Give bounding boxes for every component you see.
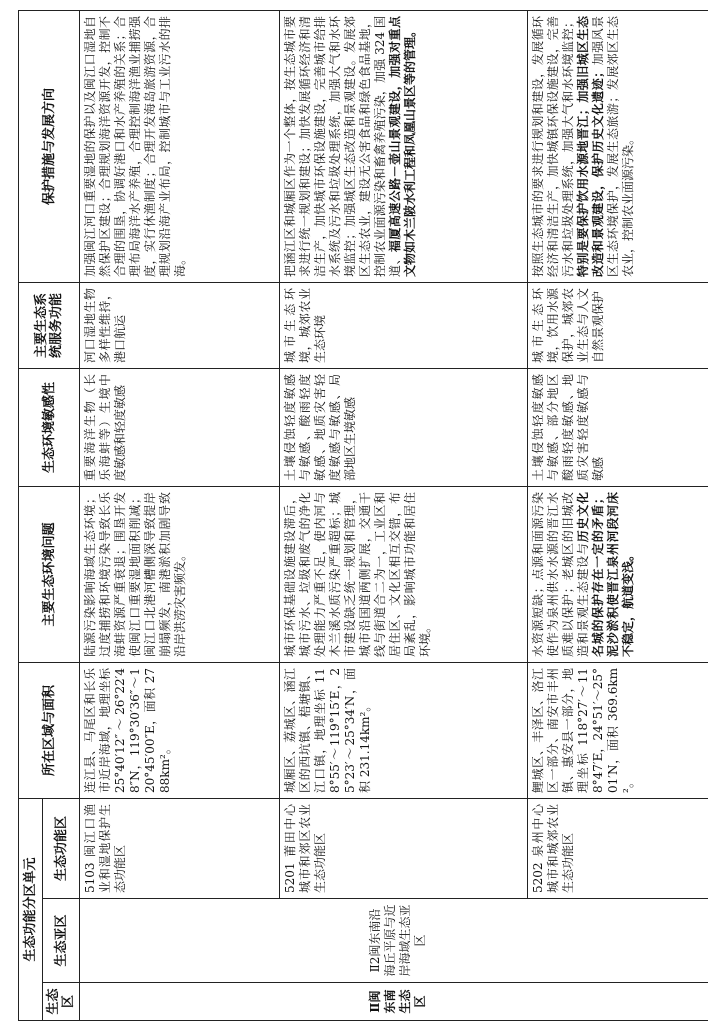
header-eco-subregion: 生态亚区	[43, 899, 80, 983]
header-measures: 保护措施与发展方向	[19, 10, 80, 282]
header-row-top	[19, 10, 43, 1020]
cell-sensitivity: 重要海洋生物（长乐海蚌等）生境中度敏感和轻度敏感	[80, 368, 280, 486]
header-services: 主要生态系统服务功能	[19, 282, 80, 368]
table-row	[280, 10, 528, 1020]
cell-sensitivity: 土壤侵蚀轻度敏感与敏感、酸雨轻度敏感、地质灾害轻度敏感与敏感、局部地区生境敏感	[280, 368, 528, 486]
cell-services: 城市生态环境，饮用水源保护，城郊农业生态与人文自然景观保护	[528, 282, 708, 368]
header-location: 所在区域与面积	[19, 662, 80, 798]
cell-location: 连江县、马尾区和长乐市近岸海域，地理坐标 25°40′12″～26°22′48″N，119°30′36″～120°45′00″E，面积 2788km²。	[80, 662, 280, 798]
measures-emphasis: 特别是要保护饮用水源地晋江；加强旧城区生态改造和景观建设，保护历史文化遗迹；	[576, 15, 605, 277]
cell-zone: 5103 闽江口渔业和湿地保护生态功能区	[80, 798, 280, 898]
measures-text: 按照生态城市的要求进行规划和建设，发展循环经济和清洁生产，加快城镇环保设施建设，完善污水和垃圾处理系统，加强大气和水环境监控；	[531, 15, 575, 277]
measures-text-end: 加强风景区生态环境保护，发展生态旅游；发展郊区生态农业，控制农业面源污染。	[591, 15, 635, 277]
cell-location: 城厢区、荔城区、涵江区的西坑镇、梧塘镇、江口镇，地理坐标 118°55′～119°15′E，25°23′～25°34′N，面积 231.14km²。	[280, 662, 528, 798]
cell-zone: 5202 泉州中心城市和城郊农业生态功能区	[528, 798, 708, 898]
header-unit-group: 生态功能分区单元	[19, 798, 43, 1020]
problems-text: 水资源短缺；点源和面源污染使作为泉州供水水源的晋江水质难以保护；老城区的旧城改造和景观生态建设与	[531, 491, 590, 657]
header-eco-function-zone: 生态功能区	[43, 798, 80, 898]
table-row	[80, 10, 280, 1020]
measures-text: 把涵江区和城厢区作为一个整体，按生态城市要求进行统一规划和建设；加快发展循环经济和清洁生产，加快城市环保设施建设，完善城市给排水系统及污水和垃圾处理系统，加强大气和水环境监控；加强城区生态改造和景观建设。发展郊区生态农业，建设无公害食品和绿色食品基地，控制农业面源污染和畜禽养殖污染，加强 324 国道、	[283, 15, 402, 277]
cell-sensitivity: 土壤侵蚀轻度敏感与敏感、部分地区酸雨轻度敏感、地质灾害轻度敏感与敏感	[528, 368, 708, 486]
eco-function-zone-table	[18, 10, 708, 1021]
cell-measures	[280, 10, 528, 282]
cell-problems	[528, 486, 708, 662]
cell-measures	[528, 10, 708, 282]
cell-problems: 城市环保基础设施建设滞后，城市污水、垃圾和废气的净化处理能力严重不足，使内河与木兰溪水质污染严重超标；城市建设缺乏统一规划和管理，城市沿国道两侧扩展，交通干线与街道合二为一，工业区和居住区、文化区相互交错，布局紊乱，影响城市功能和居住环境。	[280, 486, 528, 662]
cell-region: Ⅱ闽东南生态区	[80, 983, 708, 1021]
cell-zone: 5201 莆田中心城市和郊区农业生态功能区	[280, 798, 528, 898]
cell-problems: 陆源污染影响海域生态环境；过度捕捞和环境污染导致长乐海蚌资源严重衰退；围垦开发使闽江口重要湿地面积削减；闽江口北港河槽侧深导致提岸崩塌频发，南港淤积加剧导致沿岸洪涝灾害频发。	[80, 486, 280, 662]
cell-services: 河口湿地生物多样性维持，港口航运	[80, 282, 280, 368]
cell-subregion: Ⅱ2闽东南沿海丘平原与近岸海域生态亚区	[80, 899, 708, 983]
header-eco-region: 生态区	[43, 983, 80, 1021]
header-problems: 主要生态环境问题	[19, 486, 80, 662]
header-sensitivity: 生态环境敏感性	[19, 368, 80, 486]
cell-services: 城市生态环境，城郊农业生态环境	[280, 282, 528, 368]
cell-location: 鲤城区、丰泽区、洛江区一部分、南安市丰州镇、惠安县一部分，地理坐标 118°27′～118°47′E，24°51′～25°01′N，面积 369.6km²。	[528, 662, 708, 798]
problems-emphasis: 历史文化名城的保护存在一定的矛盾；泥沙淤积使晋江泉州河段河床不稳定，航道变浅。	[576, 491, 635, 657]
measures-emphasis: 福厦高速公路－壶山景观建设，加强对重点文物如木兰陂水利工程和凤凰山景区等的管理。	[388, 15, 417, 277]
table-row	[528, 10, 708, 1020]
cell-measures: 加强闽江河口重要湿地的保护以及闽江口湿地自然保护区建设；合理规划海洋资源开发，控制不合理的围垦，协调好港口和水产养殖的关系；合理布局海洋水产养殖，合理控制海洋渔业捕捞强度，实行休渔制度；合理开发海岛旅游资源，合理规划沿海产业布局，控制城市与工业污水的排海。	[80, 10, 280, 282]
